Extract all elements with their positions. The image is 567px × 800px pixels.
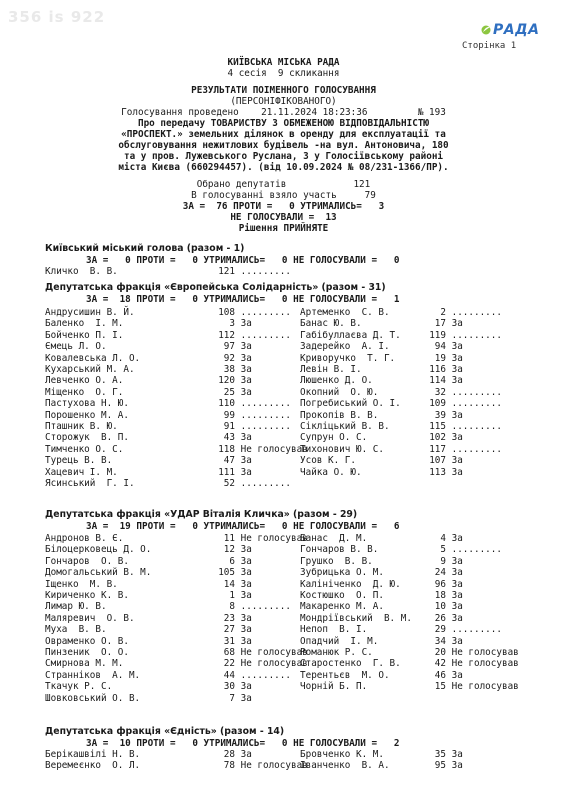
- deputy-vote: Не голосував: [235, 443, 308, 455]
- deputy-vote: За: [446, 601, 463, 613]
- deputy-entry: [45, 364, 290, 375]
- deputy-seat-number: 46: [434, 669, 446, 681]
- deputy-entry: [300, 590, 545, 601]
- deputy-name: Чорній Б. П.: [300, 681, 368, 693]
- deputy-entry: [300, 579, 545, 590]
- deputy-vote: За: [446, 455, 463, 467]
- deputy-vote: За: [235, 612, 252, 624]
- deputy-vote: За: [235, 466, 252, 478]
- deputy-name: Прокопів В. В.: [300, 409, 379, 421]
- deputy-name: Макаренко М. А.: [300, 601, 384, 613]
- deputy-name: Усов К. Г.: [300, 455, 356, 467]
- deputy-vote: .........: [235, 601, 291, 613]
- watermark: 356 is 922: [8, 8, 106, 26]
- deputy-entry: [300, 556, 545, 567]
- results-title: РЕЗУЛЬТАТИ ПОІМЕННОГО ГОЛОСУВАННЯ: [191, 85, 376, 96]
- deputy-entry: [300, 624, 545, 635]
- deputy-entry: [300, 341, 545, 352]
- deputy-name: Зубрицька О. М.: [300, 567, 384, 579]
- deputy-vote: За: [446, 760, 463, 772]
- deputy-entry: [300, 567, 545, 578]
- deputy-vote: За: [446, 578, 463, 590]
- deputy-vote: За: [446, 364, 463, 375]
- deputy-name: Грушко В. В.: [300, 555, 373, 567]
- deputy-entry: [300, 760, 545, 771]
- deputy-entry: [45, 636, 290, 647]
- deputy-vote: За: [235, 567, 252, 579]
- deputy-seat-number: 25: [223, 386, 235, 398]
- page-number: Сторінка 1: [462, 41, 517, 51]
- deputy-name: Білоцерковець Д. О.: [45, 544, 152, 556]
- deputy-name: Іванченко В. А.: [300, 760, 390, 772]
- deputy-seat-number: 17: [434, 318, 446, 330]
- deputy-name: Артеменко С. В.: [300, 307, 390, 318]
- deputy-seat-number: 91: [223, 421, 235, 432]
- deputy-name: Баленко І. М.: [45, 318, 124, 330]
- deputy-entry: [45, 467, 290, 478]
- not-voted-total: НЕ ГОЛОСУВАЛИ = 13: [230, 212, 337, 223]
- deputy-name: Странніков А. М.: [45, 669, 141, 681]
- deputy-entry: [300, 647, 545, 658]
- rada-logo: [481, 22, 543, 40]
- deputy-name: Гончаров О. В.: [45, 555, 129, 567]
- deputy-name: Пастухова Н. Ю.: [45, 398, 129, 410]
- deputy-seat-number: 8: [229, 601, 235, 613]
- deputy-entry: [300, 387, 545, 398]
- deputy-vote: За: [235, 364, 252, 375]
- deputy-seat-number: 78: [223, 760, 235, 772]
- deputy-entry: [45, 432, 290, 443]
- logo-text: РАДА: [493, 22, 540, 38]
- deputy-name: Кухарський М. А.: [45, 364, 135, 375]
- deputy-seat-number: 1: [229, 590, 235, 601]
- deputy-vote: За: [446, 749, 463, 760]
- section-title: Депутатська фракція «УДАР Віталія Кличка» (разом - 29): [45, 509, 358, 520]
- deputy-vote: За: [235, 624, 252, 636]
- deputy-seat-number: 42: [434, 658, 446, 670]
- vote-meta: Голосування проведено 21.11.2024 18:23:36 № 193: [121, 107, 446, 118]
- deputy-vote: .........: [446, 624, 502, 636]
- deputy-vote: За: [446, 635, 463, 647]
- deputy-entry: [45, 760, 308, 772]
- deputy-name: Муха В. В.: [45, 624, 107, 636]
- deputy-name: Смирнова М. М.: [45, 658, 124, 670]
- deputy-seat-number: 110: [218, 398, 235, 410]
- deputy-vote: Не голосував: [235, 658, 308, 670]
- deputy-name: Окопний О. Ю.: [300, 386, 379, 398]
- deputy-entry: [300, 658, 545, 669]
- deputy-name: Пинзеник О. О.: [45, 647, 129, 658]
- deputy-name: Ковалевська Л. О.: [45, 352, 141, 364]
- deputy-entry: [300, 353, 545, 364]
- deputy-seat-number: 94: [434, 341, 446, 353]
- deputy-vote: За: [235, 386, 252, 398]
- motion-line: обслуговування нежитлових будівель -на вул. Антоновича, 180: [118, 140, 449, 151]
- deputy-entry: [45, 330, 290, 341]
- deputy-entry: [45, 266, 290, 277]
- deputy-seat-number: 112: [218, 329, 235, 341]
- section-counts: ЗА = 19 ПРОТИ = 0 УТРИМАЛИСЬ= 0 НЕ ГОЛОСУВАЛИ = 6: [86, 520, 400, 532]
- deputy-seat-number: 92: [223, 352, 235, 364]
- deputy-name: Люшенко Д. О.: [300, 375, 373, 387]
- deputy-name: Лимар Ю. В.: [45, 601, 107, 613]
- leaf-icon: [481, 25, 491, 35]
- deputy-entry: [300, 318, 545, 329]
- deputy-vote: Не голосував: [446, 647, 519, 658]
- deputy-seat-number: 99: [223, 409, 235, 421]
- deputy-seat-number: 2: [440, 307, 446, 318]
- deputy-seat-number: 108: [218, 307, 235, 318]
- deputy-name: Банас Д. М.: [300, 533, 368, 544]
- deputy-entry: [45, 533, 308, 544]
- results-subtitle: (ПЕРСОНІФІКОВАНОГО): [230, 96, 337, 107]
- deputy-vote: За: [446, 432, 463, 444]
- deputy-entry: [45, 478, 290, 489]
- deputy-seat-number: 68: [223, 647, 235, 658]
- deputy-vote: За: [235, 681, 252, 693]
- deputy-name: Кириченко К. В.: [45, 590, 129, 601]
- deputy-vote: За: [235, 555, 252, 567]
- section-title: Депутатська фракція «Європейська Солідарність» (разом - 31): [45, 282, 386, 293]
- deputy-seat-number: 23: [223, 612, 235, 624]
- deputy-name: Старостенко Г. В.: [300, 658, 401, 670]
- deputy-name: Мондріївський В. М.: [300, 612, 412, 624]
- deputy-vote: За: [235, 544, 252, 556]
- deputy-vote: За: [446, 555, 463, 567]
- deputy-vote: .........: [235, 307, 291, 318]
- deputy-seat-number: 11: [223, 533, 235, 544]
- deputy-vote: За: [235, 318, 252, 330]
- deputy-seat-number: 14: [223, 578, 235, 590]
- deputy-entry: [45, 749, 290, 760]
- deputy-vote: За: [446, 352, 463, 364]
- deputy-entry: [45, 341, 290, 352]
- deputy-vote: За: [235, 692, 252, 704]
- deputy-name: Берікашвілі Н. В.: [45, 749, 141, 760]
- deputy-entry: [45, 443, 308, 455]
- motion-line: та у пров. Лужевського Руслана, 3 у Голосіївському районі: [123, 151, 444, 162]
- deputy-name: Гончаров В. В.: [300, 544, 379, 556]
- deputy-entry: [300, 307, 545, 318]
- deputy-seat-number: 29: [434, 624, 446, 636]
- deputy-vote: .........: [446, 398, 502, 410]
- deputy-vote: .........: [446, 544, 502, 556]
- deputy-entry: [45, 375, 290, 386]
- deputy-vote: За: [446, 409, 463, 421]
- deputy-entry: [45, 544, 290, 555]
- deputy-entry: [45, 601, 290, 612]
- deputy-seat-number: 28: [223, 749, 235, 760]
- deputy-vote: .........: [235, 266, 291, 277]
- deputy-seat-number: 43: [223, 432, 235, 444]
- deputy-name: Погребиський О. І.: [300, 398, 401, 410]
- deputy-seat-number: 20: [434, 647, 446, 658]
- deputy-name: Андрусишин В. Й.: [45, 307, 135, 318]
- deputy-name: Чайка О. Ю.: [300, 466, 362, 478]
- deputy-vote: .........: [446, 443, 502, 455]
- deputy-seat-number: 31: [223, 635, 235, 647]
- deputy-name: Міщенко О. Г.: [45, 386, 124, 398]
- section-counts: ЗА = 10 ПРОТИ = 0 УТРИМАЛИСЬ= 0 НЕ ГОЛОСУВАЛИ = 2: [86, 737, 400, 749]
- deputy-name: Бровченко К. М.: [300, 749, 384, 760]
- deputy-seat-number: 35: [434, 749, 446, 760]
- deputy-vote: Не голосував: [235, 533, 308, 544]
- deputy-vote: За: [235, 375, 252, 387]
- deputy-name: Непоп В. І.: [300, 624, 368, 636]
- deputy-seat-number: 111: [218, 466, 235, 478]
- deputy-seat-number: 121: [218, 266, 235, 277]
- deputy-seat-number: 105: [218, 567, 235, 579]
- deputy-vote: За: [446, 318, 463, 330]
- deputy-name: Сторожук В. П.: [45, 432, 129, 444]
- deputy-seat-number: 120: [218, 375, 235, 387]
- deputy-vote: За: [235, 749, 252, 760]
- deputy-entry: [45, 681, 290, 692]
- deputy-name: Банас Ю. В.: [300, 318, 362, 330]
- deputy-seat-number: 12: [223, 544, 235, 556]
- deputy-name: Калініченко Д. Ю.: [300, 578, 401, 590]
- section-title: Депутатська фракція «Єдність» (разом - 14): [45, 726, 285, 737]
- deputy-vote: За: [446, 669, 463, 681]
- deputy-entry: [45, 556, 290, 567]
- deputy-seat-number: 109: [429, 398, 446, 410]
- deputy-seat-number: 30: [223, 681, 235, 693]
- deputy-seat-number: 15: [434, 681, 446, 693]
- deputy-name: Левченко О. А.: [45, 375, 124, 387]
- deputy-seat-number: 10: [434, 601, 446, 613]
- deputy-entry: [300, 410, 545, 421]
- deputy-seat-number: 117: [429, 443, 446, 455]
- session-info: 4 сесія 9 скликання: [227, 68, 340, 79]
- deputy-seat-number: 38: [223, 364, 235, 375]
- deputy-entry: [45, 579, 290, 590]
- vote-totals: ЗА = 76 ПРОТИ = 0 УТРИМАЛИСЬ= 3: [182, 201, 385, 212]
- deputy-seat-number: 6: [229, 555, 235, 567]
- section-counts: ЗА = 18 ПРОТИ = 0 УТРИМАЛИСЬ= 0 НЕ ГОЛОСУВАЛИ = 1: [86, 293, 400, 305]
- deputy-entry: [45, 398, 290, 409]
- deputy-entry: [300, 544, 545, 555]
- deputy-vote: За: [446, 466, 463, 478]
- deputy-name: Супрун О. С.: [300, 432, 368, 444]
- deputy-entry: [300, 444, 545, 455]
- deputy-name: Левін В. І.: [300, 364, 362, 375]
- council-name: КИЇВСЬКА МІСЬКА РАДА: [227, 57, 340, 68]
- deputy-name: Опадчий І. М.: [300, 635, 379, 647]
- deputy-seat-number: 18: [434, 590, 446, 601]
- deputy-entry: [300, 749, 545, 760]
- deputy-entry: [300, 670, 545, 681]
- deputy-seat-number: 44: [223, 669, 235, 681]
- deputy-entry: [45, 624, 290, 635]
- motion-line: міста Києва (660294457). (від 10.09.2024 № 08/231-1366/ПР).: [118, 162, 449, 173]
- deputy-seat-number: 96: [434, 578, 446, 590]
- deputy-seat-number: 119: [429, 329, 446, 341]
- deputy-name: Ткачук Р. С.: [45, 681, 113, 693]
- deputy-seat-number: 39: [434, 409, 446, 421]
- deputy-entry: [300, 398, 545, 409]
- decision: Рішення ПРИЙНЯТЕ: [238, 223, 329, 234]
- deputy-entry: [45, 455, 290, 466]
- deputy-name: Терентьєв М. О.: [300, 669, 390, 681]
- deputy-entry: [45, 658, 308, 670]
- deputy-seat-number: 113: [429, 466, 446, 478]
- deputy-vote: .........: [446, 329, 502, 341]
- deputy-name: Костюшко О. П.: [300, 590, 384, 601]
- deputy-vote: За: [446, 612, 463, 624]
- deputy-seat-number: 34: [434, 635, 446, 647]
- deputy-seat-number: 26: [434, 612, 446, 624]
- deputy-seat-number: 7: [229, 692, 235, 704]
- deputy-entry: [45, 613, 290, 624]
- section-title: Київський міський голова (разом - 1): [45, 243, 245, 254]
- deputy-seat-number: 116: [429, 364, 446, 375]
- deputy-seat-number: 4: [440, 533, 446, 544]
- deputy-entry: [300, 613, 545, 624]
- deputy-entry: [300, 467, 545, 478]
- deputy-name: Габібуллаєва Д. Т.: [300, 329, 401, 341]
- deputy-name: Турець В. В.: [45, 455, 113, 467]
- deputy-name: Ясинський Г. І.: [45, 478, 135, 489]
- deputy-name: Домогальський В. М.: [45, 567, 152, 579]
- deputy-name: Задерейко А. І.: [300, 341, 390, 353]
- deputy-seat-number: 118: [218, 443, 235, 455]
- deputy-seat-number: 47: [223, 455, 235, 467]
- deputy-seat-number: 5: [440, 544, 446, 556]
- deputy-name: Іщенко М. В.: [45, 578, 118, 590]
- deputy-vote: За: [446, 533, 463, 544]
- deputy-entry: [45, 387, 290, 398]
- deputy-vote: .........: [446, 307, 502, 318]
- deputy-entry: [45, 318, 290, 329]
- deputy-vote: За: [446, 590, 463, 601]
- deputy-name: Веремеєнко О. Л.: [45, 760, 141, 772]
- deputy-entry: [300, 432, 545, 443]
- deputy-vote: Не голосував: [446, 681, 519, 693]
- deputy-entry: [300, 375, 545, 386]
- deputy-entry: [45, 421, 290, 432]
- deputy-entry: [300, 681, 545, 692]
- deputy-entry: [300, 533, 545, 544]
- deputy-vote: Не голосував: [446, 658, 519, 670]
- deputy-entry: [45, 693, 290, 704]
- deputy-name: Порошенко М. А.: [45, 409, 129, 421]
- deputy-vote: За: [235, 352, 252, 364]
- deputy-seat-number: 3: [229, 318, 235, 330]
- deputy-entry: [45, 307, 290, 318]
- deputy-entry: [45, 670, 290, 681]
- deputy-vote: За: [235, 635, 252, 647]
- section-counts: ЗА = 0 ПРОТИ = 0 УТРИМАЛИСЬ= 0 НЕ ГОЛОСУВАЛИ = 0: [86, 254, 400, 266]
- deputy-entry: [45, 647, 308, 658]
- deputy-vote: За: [235, 432, 252, 444]
- deputy-vote: .........: [446, 386, 502, 398]
- deputy-name: Маляревич О. В.: [45, 612, 135, 624]
- deputy-vote: За: [235, 578, 252, 590]
- deputy-seat-number: 27: [223, 624, 235, 636]
- deputy-entry: [45, 353, 290, 364]
- deputy-name: Овраменко О. В.: [45, 635, 129, 647]
- deputy-seat-number: 102: [429, 432, 446, 444]
- deputy-vote: Не голосував: [235, 760, 308, 772]
- deputy-seat-number: 97: [223, 341, 235, 353]
- deputy-vote: За: [446, 375, 463, 387]
- deputy-entry: [300, 364, 545, 375]
- deputy-vote: За: [235, 590, 252, 601]
- deputy-entry: [300, 455, 545, 466]
- deputy-vote: За: [446, 567, 463, 579]
- deputy-name: Шовковський О. В.: [45, 692, 141, 704]
- deputy-entry: [300, 421, 545, 432]
- deputy-entry: [300, 330, 545, 341]
- deputy-entry: [300, 636, 545, 647]
- deputy-seat-number: 107: [429, 455, 446, 467]
- deputy-seat-number: 22: [223, 658, 235, 670]
- deputy-seat-number: 32: [434, 386, 446, 398]
- deputy-name: Кличко В. В.: [45, 266, 118, 277]
- deputy-vote: .........: [235, 421, 291, 432]
- deputy-seat-number: 114: [429, 375, 446, 387]
- deputy-seat-number: 52: [223, 478, 235, 489]
- deputy-name: Пташник В. Ю.: [45, 421, 118, 432]
- deputy-seat-number: 115: [429, 421, 446, 432]
- motion-line: Про передачу ТОВАРИСТВУ З ОБМЕЖЕНОЮ ВІДПОВІДАЛЬНІСТЮ: [137, 118, 430, 129]
- deputy-name: Ємець Л. О.: [45, 341, 107, 353]
- deputy-name: Хацевич І. М.: [45, 466, 118, 478]
- elected-count: Обрано депутатів 121: [196, 179, 371, 190]
- deputy-vote: .........: [235, 409, 291, 421]
- deputy-entry: [45, 590, 290, 601]
- deputy-entry: [300, 601, 545, 612]
- deputy-seat-number: 24: [434, 567, 446, 579]
- deputy-name: Криворучко Т. Г.: [300, 352, 396, 364]
- deputy-vote: .........: [235, 478, 291, 489]
- motion-line: «ПРОСПЕКТ.» земельних ділянок в оренду для експлуатації та: [121, 129, 446, 140]
- deputy-seat-number: 9: [440, 555, 446, 567]
- deputy-vote: За: [235, 341, 252, 353]
- deputy-vote: За: [446, 341, 463, 353]
- deputy-seat-number: 95: [434, 760, 446, 772]
- deputy-name: Сікліцький В. В.: [300, 421, 390, 432]
- deputy-name: Романюк Р. С.: [300, 647, 373, 658]
- deputy-name: Тихонович Ю. С.: [300, 443, 384, 455]
- participated-count: В голосуванні взяло участь 79: [191, 190, 376, 201]
- deputy-vote: .........: [235, 398, 291, 410]
- deputy-vote: Не голосував: [235, 647, 308, 658]
- deputy-entry: [45, 410, 290, 421]
- deputy-vote: .........: [235, 329, 291, 341]
- deputy-seat-number: 19: [434, 352, 446, 364]
- deputy-vote: .........: [446, 421, 502, 432]
- deputy-name: Тимченко О. С.: [45, 443, 124, 455]
- deputy-name: Андронов В. Є.: [45, 533, 124, 544]
- deputy-name: Бойченко П. І.: [45, 329, 124, 341]
- deputy-entry: [45, 567, 290, 578]
- deputy-vote: За: [235, 455, 252, 467]
- deputy-vote: .........: [235, 669, 291, 681]
